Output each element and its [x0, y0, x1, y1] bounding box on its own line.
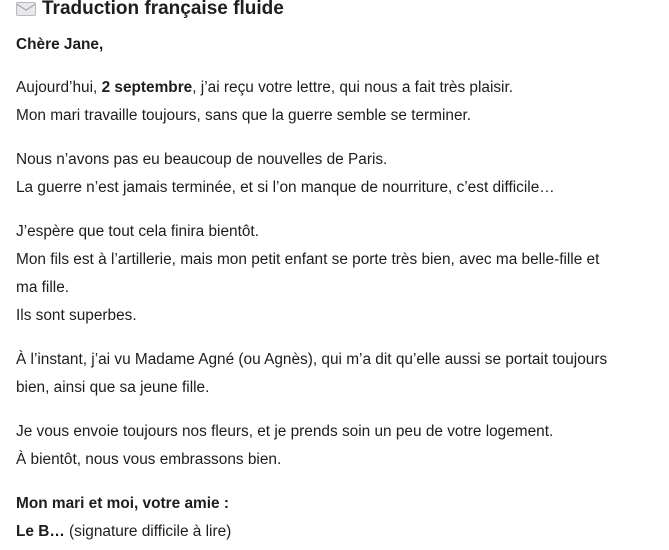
salutation: Chère Jane,: [16, 36, 104, 53]
paragraph-2-line-1: Nous n’avons pas eu beaucoup de nouvelles de Paris.: [16, 151, 388, 168]
closing-line: Mon mari et moi, votre amie :: [16, 495, 229, 512]
paragraph-3-line-4: Ils sont superbes.: [16, 307, 137, 324]
text-segment: , j’ai reçu votre lettre, qui nous a fait très plaisir.: [192, 79, 514, 96]
paragraph-1-line-1: [16, 78, 513, 98]
paragraph-5-line-1: Je vous envoie toujours nos fleurs, et je prends soin un peu de votre logement.: [16, 423, 554, 440]
signature: Le B…: [16, 523, 65, 540]
page-title: [16, 0, 284, 22]
envelope-icon: [16, 2, 36, 16]
signature-line: [16, 522, 231, 542]
page-title-text: Traduction française fluide: [42, 0, 284, 19]
paragraph-4-line-1: À l’instant, j’ai vu Madame Agné (ou Agnès), qui m’a dit qu’elle aussi se portait toujours: [16, 351, 608, 368]
paragraph-2-line-2: La guerre n’est jamais terminée, et si l’on manque de nourriture, c’est difficile…: [16, 179, 555, 196]
paragraph-3-line-3: ma fille.: [16, 279, 70, 296]
paragraph-4-line-2: bien, ainsi que sa jeune fille.: [16, 379, 210, 396]
paragraph-3-line-2: Mon fils est à l’artillerie, mais mon petit enfant se porte très bien, avec ma belle-fille et: [16, 251, 600, 268]
text-segment: Aujourd’hui,: [16, 79, 102, 96]
paragraph-5-line-2: À bientôt, nous vous embrassons bien.: [16, 451, 282, 468]
paragraph-1-line-2: Mon mari travaille toujours, sans que la guerre semble se terminer.: [16, 107, 472, 124]
paragraph-3-line-1: J’espère que tout cela finira bientôt.: [16, 223, 259, 240]
signature-note: (signature difficile à lire): [64, 523, 232, 540]
date-highlight: 2 septembre: [101, 79, 193, 96]
